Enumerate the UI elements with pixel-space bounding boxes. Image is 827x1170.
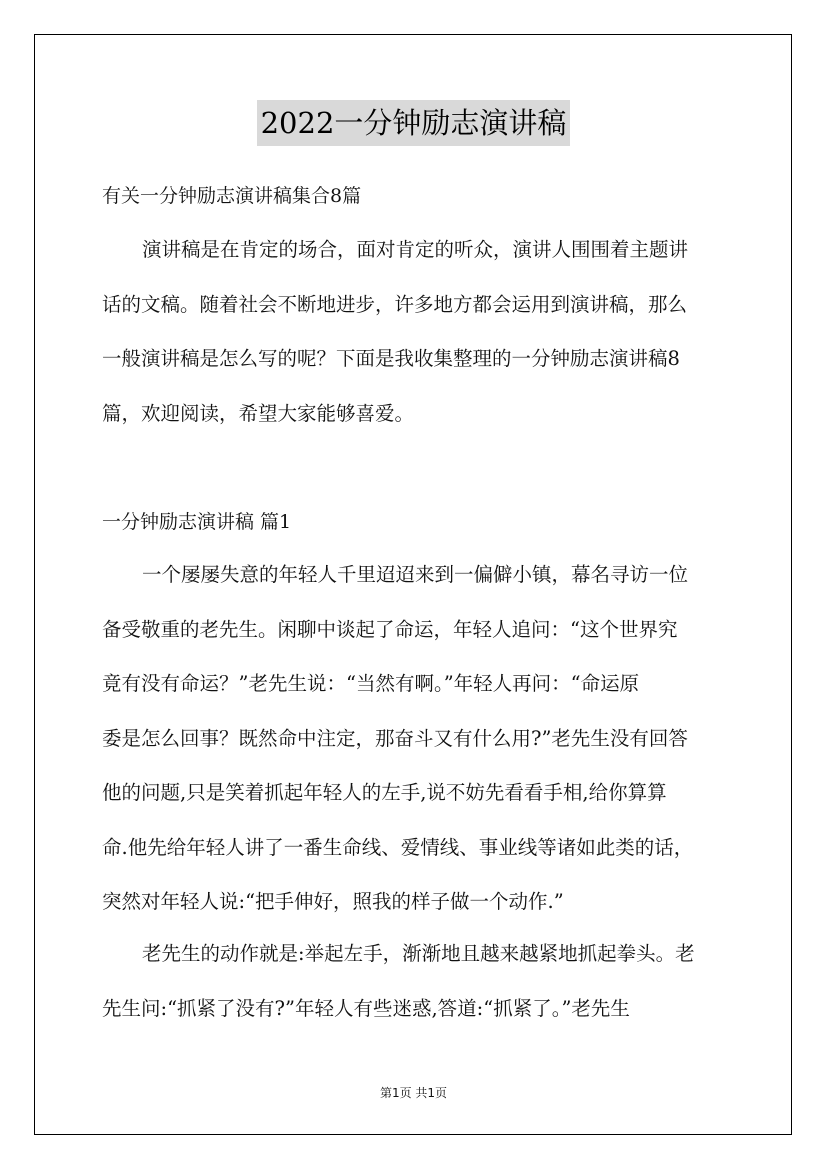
paragraph-line: 竟有没有命运？”老先生说：“当然有啊。”年轻人再问：“命运原 (102, 672, 640, 695)
story-paragraph-2 (102, 939, 730, 1048)
paragraph-line: 篇，欢迎阅读，希望大家能够喜爱。 (102, 401, 415, 425)
paragraph-line: 先生问:“抓紧了没有?”年轻人有些迷惑,答道:“抓紧了。”老先生 (102, 996, 630, 1020)
paragraph-line: 一个屡屡失意的年轻人千里迢迢来到一偏僻小镇，幕名寻访一位 (142, 563, 689, 586)
paragraph-line: 他的问题,只是笑着抓起年轻人的左手,说不妨先看看手相,给你算算 (102, 781, 667, 804)
paragraph-line: 备受敬重的老先生。闲聊中谈起了命运，年轻人追问：“这个世界究 (102, 617, 678, 641)
paragraph-line: 命.他先给年轻人讲了一番生命线、爱情线、事业线等诸如此类的话， (102, 835, 694, 859)
paragraph-line: 委是怎么回事？既然命中注定，那奋斗又有什么用?”老先生没有回答 (102, 726, 688, 750)
paragraph-line: 突然对年轻人说:“把手伸好，照我的样子做一个动作.” (102, 890, 564, 913)
document-subtitle: 有关一分钟励志演讲稿集合8篇 (102, 185, 362, 207)
story-paragraph-1 (102, 560, 730, 942)
paragraph-line: 话的文稿。随着社会不断地进步，许多地方都会运用到演讲稿，那么 (102, 292, 688, 316)
page-footer: 第1页 共1页 (379, 1086, 448, 1100)
document-title-container (0, 100, 827, 146)
document-title: 2022一分钟励志演讲稿 (257, 100, 571, 146)
paragraph-line: 一般演讲稿是怎么写的呢？下面是我收集整理的一分钟励志演讲稿8 (102, 347, 680, 370)
intro-paragraph (102, 235, 730, 453)
section-heading: 一分钟励志演讲稿 篇1 (102, 511, 292, 533)
paragraph-line: 演讲稿是在肯定的场合，面对肯定的听众，演讲人围围着主题讲 (142, 238, 689, 261)
paragraph-line: 老先生的动作就是:举起左手，渐渐地且越来越紧地抓起拳头。老 (142, 942, 695, 965)
